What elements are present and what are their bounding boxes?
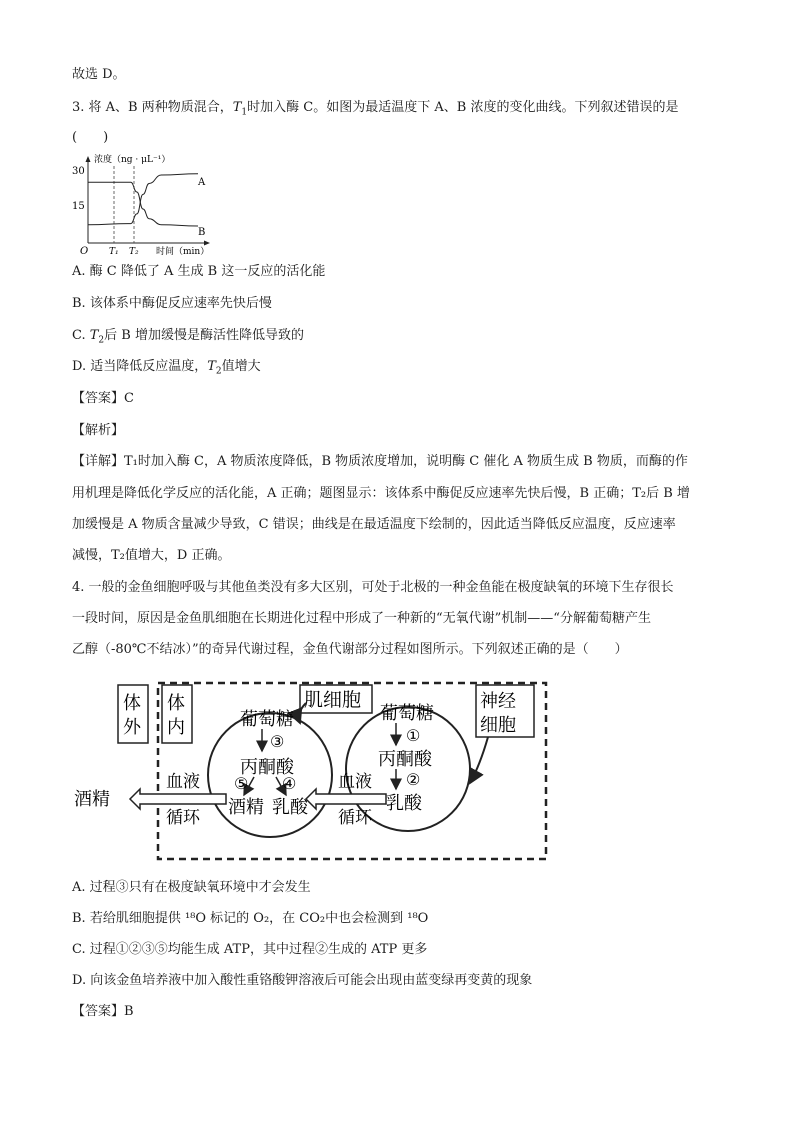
q3-stem-t-sub: 1 [241,107,248,118]
q3-option-d-text: 值增大 [221,359,261,374]
nerve-cell-label-1: 神经 [480,691,516,712]
goldfish-metabolism-diagram [68,675,552,863]
q4-option-d: D. 向该金鱼培养液中加入酸性重铬酸钾溶液后可能会出现由蓝变绿再变黄的现象 [72,973,533,988]
muscle-cell-label: 肌细胞 [304,689,362,711]
q3-option-c [72,326,304,351]
y-tick-15: 15 [72,201,85,212]
ethanol-outside: 酒精 [74,789,110,810]
muscle-step-4: ④ [282,774,297,793]
q3-option-c-t: T [89,328,99,343]
q3-detail-line-4: 减慢，T₂值增大，D 正确。 [72,548,231,563]
y-tick-30: 30 [72,166,85,177]
q3-answer [72,389,134,409]
chart-axes [86,156,211,246]
q3-option-d-t: T [207,359,216,374]
muscle-ethanol: 酒精 [228,797,264,818]
nerve-step-1: ① [406,726,421,745]
concentration-chart [68,148,218,260]
q4-option-a: A. 过程③只有在极度缺氧环境中才会发生 [72,880,311,895]
q3-stem-t: T [232,100,242,115]
muscle-pyruvate: 丙酮酸 [240,757,294,778]
nerve-glucose: 葡萄糖 [380,703,434,724]
nerve-label-pointer [470,737,488,783]
nerve-lactate: 乳酸 [386,793,422,814]
series-line-b [88,174,198,225]
q3-detail-line-2: 用机理是降低化学反应的活化能，A 正确；题图显示：该体系中酶促反应速率先快后慢，B 正确；T₂后 B 增 [72,486,690,501]
q3-stem-part1: 3. 将 A、B 两种物质混合， [72,100,233,115]
series-label-a: B [198,227,206,238]
q3-detail-line-1: 【详解】T₁时加入酶 C，A 物质浓度降低，B 物质浓度增加，说明酶 C 催化 A 物质生成 B 物质，而酶的作 [72,454,688,469]
x-tick-t1: T₁ [109,247,119,257]
q4-answer [72,1002,134,1022]
x-axis-arrow [204,241,210,246]
muscle-step-5: ⑤ [234,774,249,793]
muscle-glucose: 葡萄糖 [240,709,294,730]
nerve-pyruvate: 丙酮酸 [378,749,432,770]
x-tick-t2: T₂ [129,247,139,257]
q4-answer-label: 【答案】 [72,1004,125,1019]
q3-option-c-t-sub: 2 [98,335,105,346]
q4-option-b: B. 若给肌细胞提供 ¹⁸O 标记的 O₂，在 CO₂中也会检测到 ¹⁸O [72,911,429,926]
q3-analysis-label: 【解析】 [72,423,125,438]
q4-stem-line-1: 4. 一般的金鱼细胞呼吸与其他鱼类没有多大区别，可处于北极的一种金鱼能在极度缺氧的环境下生存很长 [72,580,674,595]
outside-label-2: 外 [123,717,141,738]
q3-option-d-t-sub: 2 [215,366,222,377]
q4-stem-line-3: 乙醇（-80℃不结冰）”的奇异代谢过程，金鱼代谢部分过程如图所示。下列叙述正确的是（ ） [72,642,628,657]
nerve-cell-label-2: 细胞 [480,715,516,736]
q3-option-b: B. 该体系中酶促反应速率先快后慢 [72,296,272,311]
q3-answer-value: C [124,391,134,406]
muscle-lactate: 乳酸 [272,797,308,818]
q4-stem-line-2: 一段时间，原因是金鱼肌细胞在长期进化过程中形成了一种新的“无氧代谢”机制——“分解葡萄糖产生 [72,611,651,626]
nerve-step-2: ② [406,770,421,789]
q3-option-d [72,357,261,382]
outside-label-1: 体 [123,693,141,714]
blood-circ-left-1: 血液 [166,772,200,792]
previous-conclusion: 故选 D。 [72,67,126,82]
q3-stem [72,98,678,123]
q4-answer-value: B [124,1004,134,1019]
inside-label-1: 体 [167,693,185,714]
inside-label-2: 内 [167,717,185,738]
q3-detail-line-3: 加缓慢是 A 物质含量减少导致，C 错误；曲线是在最适温度下绘制的，因此适当降低反应温度，反应速率 [72,517,676,532]
q3-option-a: A. 酶 C 降低了 A 生成 B 这一反应的活化能 [72,264,326,279]
blood-arrow-right [306,789,386,809]
q3-stem-part2: 时加入酶 C。如图为最适温度下 A、B 浓度的变化曲线。下列叙述错误的是 [247,100,679,115]
q3-option-c-text: 后 B 增加缓慢是酶活性降低导致的 [104,328,304,343]
origin-label: O [80,246,89,257]
blood-circ-right-2: 循环 [338,808,372,828]
x-axis-label: 时间（min） [156,247,210,257]
blood-arrow-left [130,789,226,809]
series-label-b: A [198,177,206,188]
q4-option-c: C. 过程①②③⑤均能生成 ATP，其中过程②生成的 ATP 更多 [72,942,428,957]
q3-answer-label: 【答案】 [72,391,125,406]
blood-circ-right-1: 血液 [338,772,372,792]
q3-answer-paren: ( ) [72,130,109,145]
y-axis-label: 浓度（ng · μL⁻¹） [94,155,171,165]
y-axis-arrow [86,156,91,162]
blood-circ-left-2: 循环 [166,808,200,828]
muscle-step-3: ③ [270,732,285,751]
series-line-a [88,182,198,226]
q3-option-c-prefix: C. [72,328,90,343]
q3-option-d-prefix: D. 适当降低反应温度， [72,359,208,374]
